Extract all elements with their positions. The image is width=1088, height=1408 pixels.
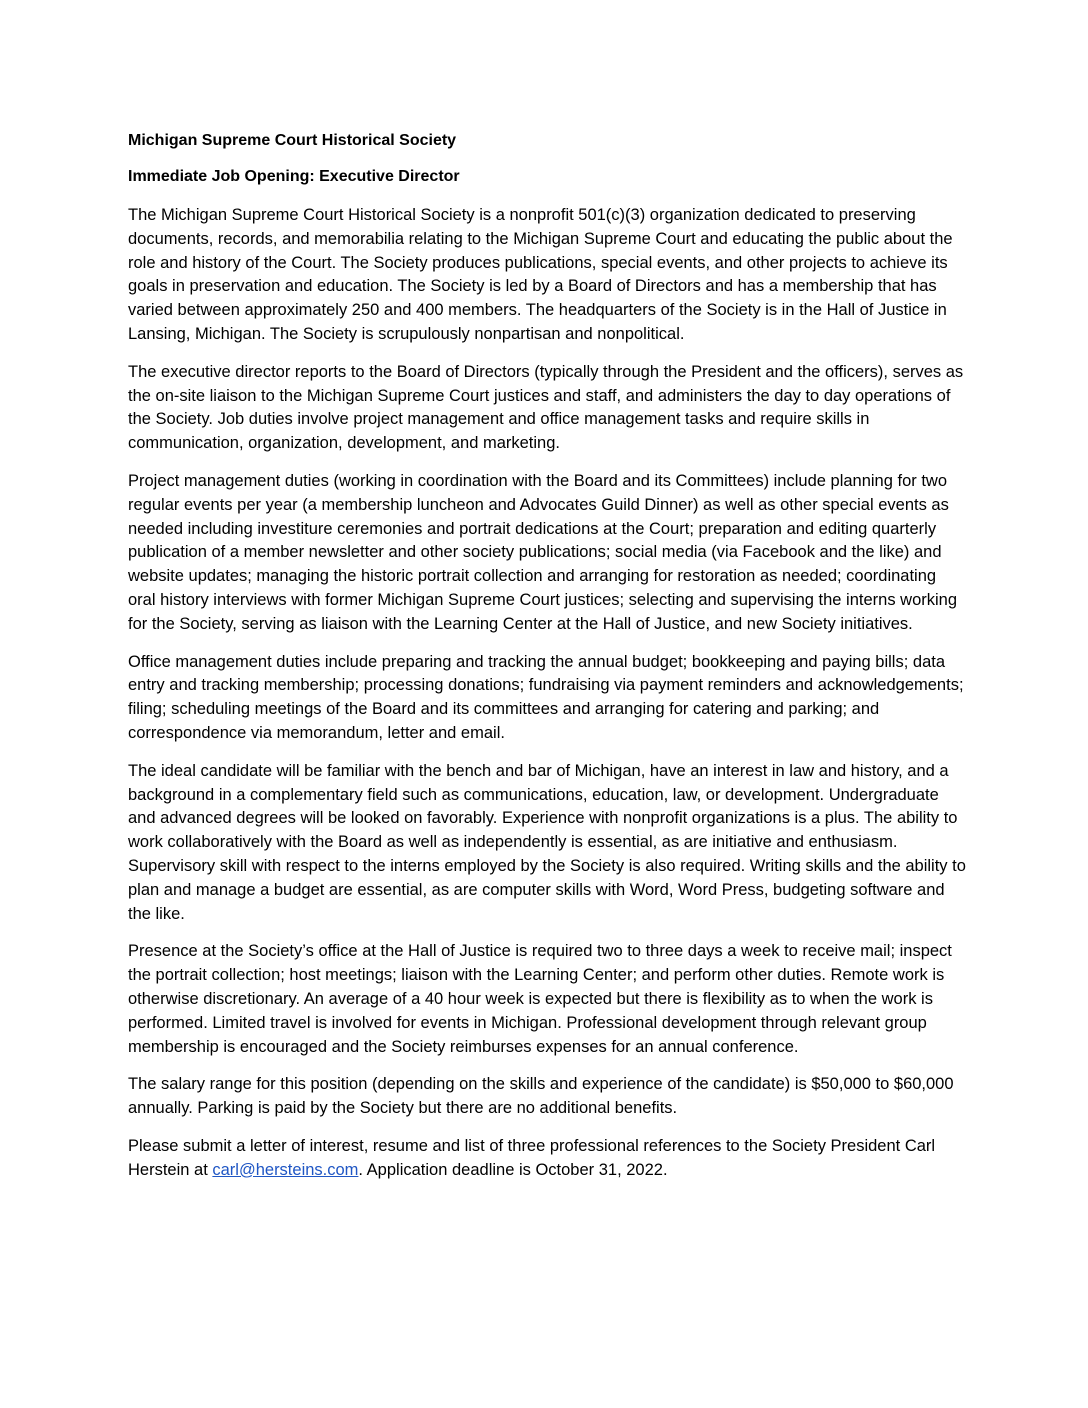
application-text-after-link: . Application deadline is October 31, 2022. — [358, 1160, 668, 1179]
paragraph-application — [128, 1135, 968, 1183]
paragraph-office-management: Office management duties include preparing and tracking the annual budget; bookkeeping and paying bills; data entry and tracking membership; processing donations; fundraising via payment reminders and acknowledgements; filing; scheduling meetings of the Board and its committees and arranging for catering and parking; and correspondence via memorandum, letter and email. — [128, 652, 964, 742]
document-page — [128, 130, 968, 1196]
paragraph-project-management: Project management duties (working in coordination with the Board and its Committees) include planning for two regular events per year (a membership luncheon and Advocates Guild Dinner) as well as other special events as needed including investiture ceremonies and portrait dedications at the Court; preparation and editing quarterly publication of a member newsletter and other society publications; social media (via Facebook and the like) and website updates; managing the historic portrait collection and arranging for restoration as needed; coordinating oral history interviews with former Michigan Supreme Court justices; selecting and supervising the interns working for the Society, serving as liaison with the Learning Center at the Hall of Justice, and new Society initiatives. — [128, 471, 958, 633]
contact-email-link[interactable]: carl@hersteins.com — [212, 1160, 359, 1179]
paragraph-presence-requirements: Presence at the Society’s office at the Hall of Justice is required two to three days a week to receive mail; inspect the portrait collection; host meetings; liaison with the Learning Center; and perform other duties. Remote work is otherwise discretionary. An average of a 40 hour week is expected but there is flexibility as to when the work is performed. Limited travel is involved for events in Michigan. Professional development through relevant group membership is encouraged and the Society reimburses expenses for an annual conference. — [128, 942, 952, 1056]
paragraph-about-society: The Michigan Supreme Court Historical Society is a nonprofit 501(c)(3) organization dedicated to preserving documents, records, and memorabilia relating to the Michigan Supreme Court and educating the public about the role and history of the Court. The Society produces publications, special events, and other projects to achieve its goals in preservation and education. The Society is led by a Board of Directors and has a membership that has varied between approximately 250 and 400 members. The headquarters of the Society is in the Hall of Justice in Lansing, Michigan. The Society is scrupulously nonpartisan and nonpolitical. — [128, 206, 953, 343]
organization-title: Michigan Supreme Court Historical Society — [128, 132, 457, 149]
application-text-before-link: Please submit a letter of interest, resume and list of three professional references to the Society President Carl Herstein at — [128, 1136, 936, 1179]
job-title: Immediate Job Opening: Executive Director — [128, 168, 460, 185]
paragraph-role-overview: The executive director reports to the Board of Directors (typically through the President and the officers), serves as the on-site liaison to the Michigan Supreme Court justices and staff, and administers the day to day operations of the Society. Job duties involve project management and office management tasks and require skills in communication, organization, development, and marketing. — [128, 362, 964, 453]
paragraph-ideal-candidate: The ideal candidate will be familiar with the bench and bar of Michigan, have an interest in law and history, and a background in a complementary field such as communications, education, law, or development. Undergraduate and advanced degrees will be looked on favorably. Experience with nonprofit organizations is a plus. The ability to work collaboratively with the Board as well as independently is essential, as are initiative and enthusiasm. Supervisory skill with respect to the interns employed by the Society is also required. Writing skills and the ability to plan and manage a budget are essential, as are computer skills with Word, Word Press, budgeting software and the like. — [128, 761, 966, 923]
paragraph-salary: The salary range for this position (depending on the skills and experience of the candidate) is $50,000 to $60,000 annually. Parking is paid by the Society but there are no additional benefits. — [128, 1075, 954, 1118]
